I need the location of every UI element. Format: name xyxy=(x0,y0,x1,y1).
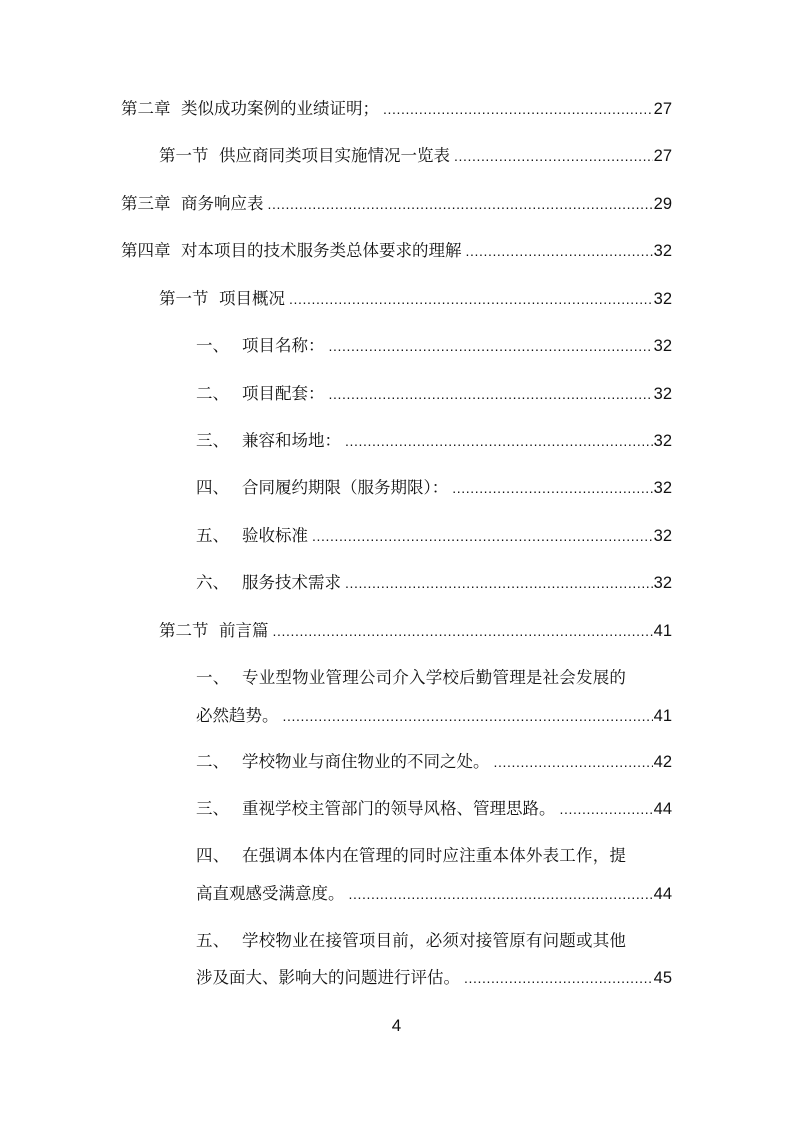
dot-leader xyxy=(289,288,653,310)
toc-title: 项目配套： xyxy=(242,384,325,403)
dot-leader xyxy=(452,477,652,499)
toc-page-number: 32 xyxy=(653,337,672,355)
toc-title: 重视学校主管部门的领导风格、管理思路。 xyxy=(242,799,556,818)
dot-leader xyxy=(283,705,653,727)
toc-page-number: 27 xyxy=(653,100,672,118)
dot-leader xyxy=(345,572,653,594)
toc-entry-item-4-1-1[interactable] xyxy=(196,335,672,357)
toc-page-number: 32 xyxy=(653,432,672,450)
toc-prefix: 五、 xyxy=(196,526,229,545)
toc-prefix: 第二节 xyxy=(159,621,209,640)
toc-page-number: 44 xyxy=(653,800,672,818)
toc-title: 学校物业与商住物业的不同之处。 xyxy=(242,752,490,771)
toc-prefix: 二、 xyxy=(196,752,229,771)
toc-entry-item-4-1-2[interactable] xyxy=(196,383,672,405)
dot-leader xyxy=(345,430,653,452)
toc-page-number: 44 xyxy=(653,885,672,903)
toc-prefix: 五、 xyxy=(196,931,230,950)
toc-prefix: 六、 xyxy=(196,573,229,592)
toc-prefix: 一、 xyxy=(196,668,230,687)
toc-entry-section-4-1[interactable] xyxy=(159,288,672,310)
toc-title: 项目概况 xyxy=(219,289,285,308)
page-number-footer: 4 xyxy=(391,1016,402,1035)
toc-page-number: 27 xyxy=(653,147,672,165)
dot-leader xyxy=(466,240,653,262)
toc-entry-chapter-4[interactable] xyxy=(121,240,672,262)
toc-entry-chapter-3[interactable] xyxy=(121,193,672,215)
toc-prefix: 四、 xyxy=(196,478,229,497)
dot-leader xyxy=(383,98,653,120)
toc-page-number: 41 xyxy=(653,622,672,640)
toc-entry-item-4-1-5[interactable] xyxy=(196,525,672,547)
toc-title-line2: 必然趋势。 xyxy=(196,706,279,725)
toc-entry-item-4-2-5-line1[interactable] xyxy=(196,930,672,952)
toc-prefix: 第三章 xyxy=(121,194,171,213)
toc-entry-item-4-2-1-line1[interactable] xyxy=(196,667,672,689)
toc-entry-item-4-1-4[interactable] xyxy=(196,477,672,499)
toc-entry-item-4-1-3[interactable] xyxy=(196,430,672,452)
toc-prefix: 第四章 xyxy=(121,241,171,260)
toc-prefix: 二、 xyxy=(196,384,229,403)
toc-entry-item-4-2-1-line2[interactable] xyxy=(196,705,672,727)
toc-title: 验收标准 xyxy=(242,526,308,545)
toc-entry-item-4-2-4-line1[interactable] xyxy=(196,845,672,867)
toc-title: 合同履约期限（服务期限）： xyxy=(242,478,449,497)
toc-entry-item-4-2-2[interactable] xyxy=(196,751,672,773)
toc-prefix: 第一节 xyxy=(159,289,209,308)
toc-prefix: 四、 xyxy=(196,846,230,865)
toc-page-number: 42 xyxy=(653,753,672,771)
toc-title-line2: 高直观感受满意度。 xyxy=(196,884,345,903)
toc-title: 项目名称： xyxy=(242,336,325,355)
toc-prefix: 三、 xyxy=(196,799,229,818)
toc-title: 商务响应表 xyxy=(181,194,264,213)
toc-entry-section-2-1[interactable] xyxy=(159,145,672,167)
dot-leader xyxy=(464,967,653,989)
dot-leader xyxy=(273,620,653,642)
toc-page-number: 32 xyxy=(653,385,672,403)
toc-title-line1: 专业型物业管理公司介入学校后勤管理是社会发展的 xyxy=(242,668,627,687)
toc-page-number: 32 xyxy=(653,574,672,592)
dot-leader xyxy=(329,335,653,357)
dot-leader xyxy=(454,145,653,167)
toc-title: 前言篇 xyxy=(219,621,269,640)
toc-prefix: 一、 xyxy=(196,336,229,355)
toc-page-number: 32 xyxy=(653,290,672,308)
toc-prefix: 第一节 xyxy=(159,146,209,165)
toc-entry-item-4-2-5-line2[interactable] xyxy=(196,967,672,989)
toc-title-line1: 在强调本体内在管理的同时应注重本体外表工作，提 xyxy=(242,846,627,865)
dot-leader xyxy=(494,751,653,773)
toc-page-number: 41 xyxy=(653,707,672,725)
toc-title: 对本项目的技术服务类总体要求的理解 xyxy=(181,241,462,260)
toc-page-number: 32 xyxy=(653,527,672,545)
toc-prefix: 第二章 xyxy=(121,99,171,118)
dot-leader xyxy=(560,798,653,820)
toc-prefix: 三、 xyxy=(196,431,229,450)
toc-entry-item-4-2-4-line2[interactable] xyxy=(196,883,672,905)
toc-entry-chapter-2[interactable] xyxy=(121,98,672,120)
toc-page-number: 32 xyxy=(653,479,672,497)
toc-title-line1: 学校物业在接管项目前，必须对接管原有问题或其他 xyxy=(242,931,627,950)
toc-title: 供应商同类项目实施情况一览表 xyxy=(219,146,450,165)
toc-title-line2: 涉及面大、影响大的问题进行评估。 xyxy=(196,968,460,987)
toc-entry-item-4-1-6[interactable] xyxy=(196,572,672,594)
dot-leader xyxy=(312,525,653,547)
dot-leader xyxy=(268,193,653,215)
toc-page-number: 32 xyxy=(653,242,672,260)
dot-leader xyxy=(329,383,653,405)
toc-title: 类似成功案例的业绩证明； xyxy=(181,99,379,118)
toc-entry-section-4-2[interactable] xyxy=(159,620,672,642)
toc-entry-item-4-2-3[interactable] xyxy=(196,798,672,820)
toc-page-number: 29 xyxy=(653,195,672,213)
dot-leader xyxy=(349,883,653,905)
toc-page-number: 45 xyxy=(653,969,672,987)
toc-title: 兼容和场地： xyxy=(242,431,341,450)
toc-title: 服务技术需求 xyxy=(242,573,341,592)
